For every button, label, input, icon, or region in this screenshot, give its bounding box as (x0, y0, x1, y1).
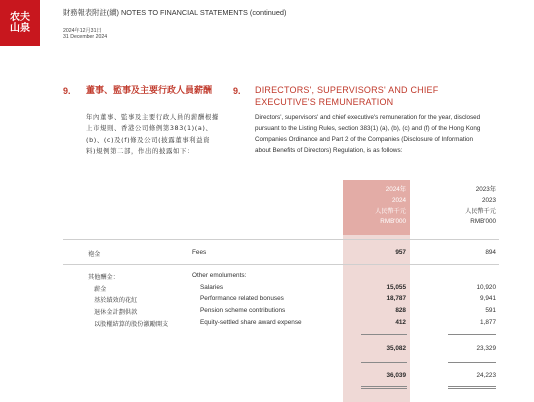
total-rule-2024 (361, 362, 407, 363)
total-double-rule-2024b (361, 388, 407, 389)
subtotal-2023: 23,329 (476, 345, 496, 352)
total-double-rule-2024a (361, 386, 407, 387)
unit-en-2024: RMB'000 (380, 218, 406, 226)
total-2024: 36,039 (386, 372, 406, 379)
share-award-label-en: Equity-settled share award expense (200, 319, 302, 326)
unit-zh-2024: 人民幣千元 (375, 207, 406, 215)
logo-line2: 山泉 (10, 23, 30, 34)
bonuses-label-en: Performance related bonuses (200, 295, 284, 302)
header-date-zh: 2024年12月31日 (63, 28, 102, 34)
header-date-en: 31 December 2024 (63, 34, 108, 40)
company-logo (0, 0, 40, 46)
section-number-en: 9. (233, 86, 241, 96)
total-2023: 24,223 (476, 372, 496, 379)
share-award-2023: 1,877 (480, 319, 496, 326)
salaries-label-en: Salaries (200, 284, 224, 291)
section-number-zh: 9. (63, 86, 71, 96)
fees-label-zh: 袍金 (88, 251, 101, 258)
bonuses-2024: 18,787 (386, 295, 406, 302)
bonuses-label-zh: 基於績效的花紅 (94, 297, 138, 304)
total-double-rule-2023b (448, 388, 496, 389)
total-double-rule-2023a (448, 386, 496, 387)
subtotal-rule-2024 (361, 334, 407, 335)
year-en-2024: 2024 (391, 196, 406, 204)
share-award-2024: 412 (395, 319, 406, 326)
unit-en-2023: RMB'000 (470, 218, 496, 226)
pension-label-zh: 退休金計劃供款 (94, 309, 138, 316)
logo-line1: 农夫 (10, 12, 30, 23)
section-title-zh: 董事、監事及主要行政人員薪酬 (86, 86, 213, 96)
fees-2024: 957 (395, 249, 406, 256)
salaries-2024: 15,055 (386, 284, 406, 291)
bonuses-2023: 9,941 (480, 295, 496, 302)
unit-zh-2023: 人民幣千元 (465, 207, 496, 215)
pension-2024: 828 (395, 307, 406, 314)
year-en-2023: 2023 (481, 196, 496, 204)
fees-label-en: Fees (192, 249, 207, 256)
salaries-2023: 10,920 (476, 284, 496, 291)
section-title-en: DIRECTORS', SUPERVISORS' AND CHIEF EXECUTIVE'S REMUNERATION (255, 85, 439, 107)
table-divider (63, 239, 499, 240)
column-header-2023 (465, 185, 496, 228)
other-emoluments-label-en: Other emoluments: (192, 272, 247, 279)
year-zh-2023: 2023年 (475, 186, 496, 193)
intro-paragraph-en: Directors', supervisors' and chief executive's remuneration for the year, disclosed pursuant to the Listing Rules, section 383(1) (a), (b), (c) and (f) of the Hong Kong Companies Ordinance and Part 2 of the Companies (Disclosure of Information about Benefits of Directors) Regulation, is as follows: (255, 114, 481, 154)
pension-label-en: Pension scheme contributions (200, 307, 286, 314)
column-header-2024 (375, 185, 406, 228)
pension-2023: 591 (485, 307, 496, 314)
table-divider (63, 264, 499, 265)
subtotal-2024: 35,082 (386, 345, 406, 352)
total-rule-2023 (448, 362, 496, 363)
subtotal-rule-2023 (448, 334, 496, 335)
share-award-label-zh: 以股權結算的股份激勵開支 (94, 321, 169, 328)
other-emoluments-label-zh: 其他酬金： (88, 274, 119, 281)
year-zh-2024: 2024年 (385, 186, 406, 193)
intro-paragraph-zh: 年內董事、監事及主要行政人員的薪酬根據上市規則、香港公司條例第383(1)(a)、(b)、(c)及(f)條及公司(披露董事利益資料)規例第二部，作出的披露如下： (86, 113, 219, 156)
page-header-title: 財務報表附註(續) NOTES TO FINANCIAL STATEMENTS (continued) (63, 8, 287, 17)
fees-2023: 894 (485, 249, 496, 256)
salaries-label-zh: 薪金 (94, 286, 107, 293)
